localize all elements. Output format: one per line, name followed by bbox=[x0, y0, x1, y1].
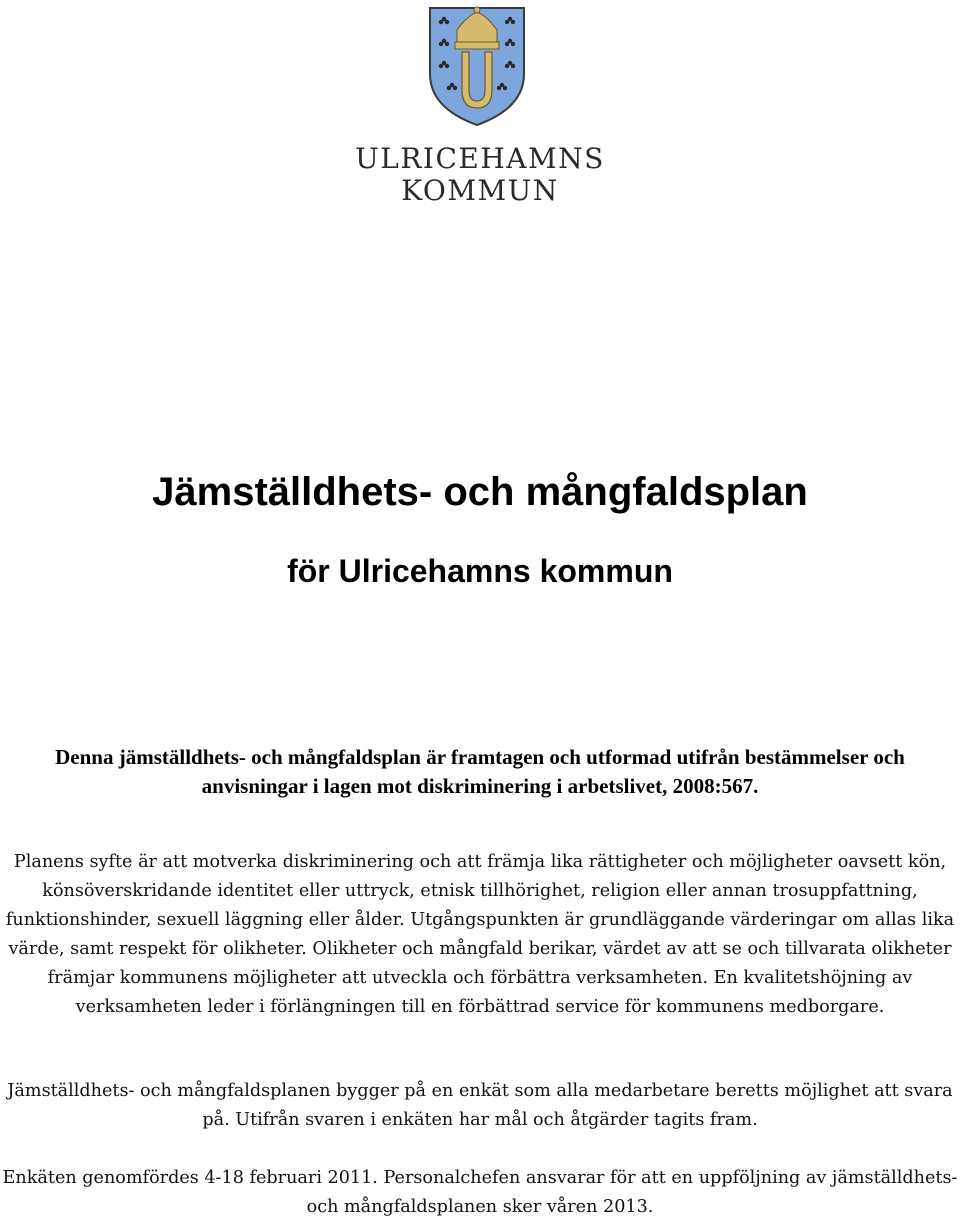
org-name-line1: ULRICEHAMNS bbox=[355, 142, 605, 175]
document-subtitle: för Ulricehamns kommun bbox=[287, 553, 673, 589]
intro-statement: Denna jämställdhets- och mångfaldsplan är framtagen och utformad utifrån bestämmelser och anvisningar i lagen mot diskriminering i arbetslivet, 2008:567. bbox=[55, 745, 905, 798]
body-paragraph-followup: Enkäten genomfördes 4-18 februari 2011. Personalchefen ansvarar för att en uppföljning av jämställdhets- och mångfaldsplanen sker våren 2013. bbox=[2, 1168, 958, 1217]
coat-of-arms-logo bbox=[427, 4, 527, 128]
body-paragraph-purpose: Planens syfte är att motverka diskriminering och att främja lika rättigheter och möjligheter oavsett kön, könsöverskridande identitet eller uttryck, etnisk tillhörighet, religion eller annan trosuppfattning, funktionshinder, sexuell läggning eller ålder. Utgångspunkten är grundläggande värderingar om allas lika värde, samt respekt för olikheter. Olikheter och mångfald berikar, värdet av att se och tillvarata olikheter främjar kommunens möjligheter att utveckla och förbättra verksamheten. En kvalitetshöjning av verksamheten leder i förlängningen till en förbättrad service för kommunens medborgare. bbox=[5, 852, 955, 1017]
org-name-line2: KOMMUN bbox=[401, 174, 559, 207]
document-title: Jämställdhets- och mångfaldsplan bbox=[152, 470, 808, 514]
body-paragraph-survey: Jämställdhets- och mångfaldsplanen bygger på en enkät som alla medarbetare beretts möjlighet att svara på. Utifrån svaren i enkäten har mål och åtgärder tagits fram. bbox=[7, 1081, 953, 1130]
